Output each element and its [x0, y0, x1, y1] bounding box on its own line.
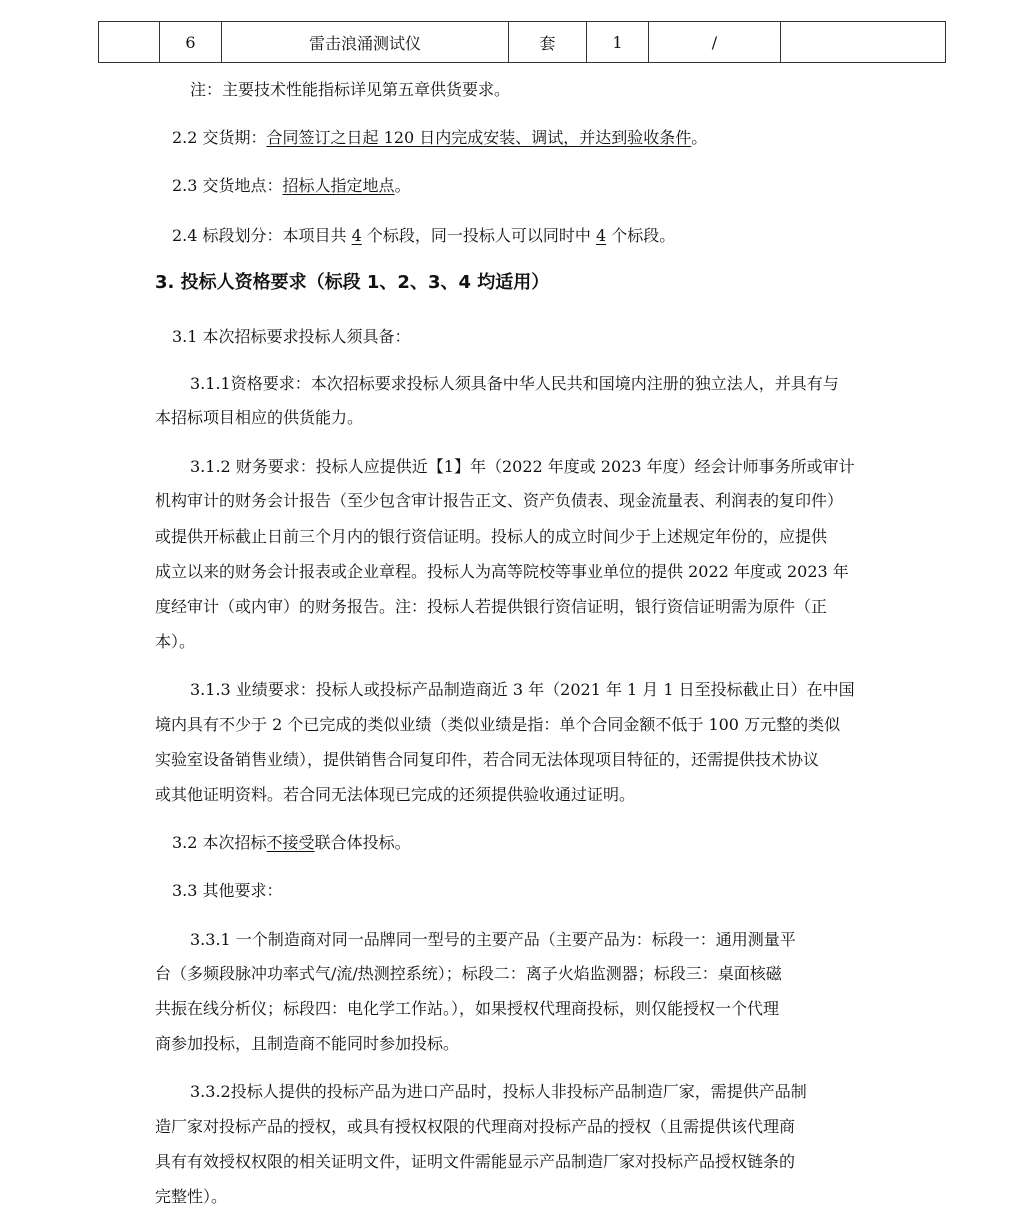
- table-cell-blank: [99, 22, 160, 63]
- delivery-location: [172, 175, 411, 197]
- table-cell-quantity: 1: [587, 22, 649, 63]
- delivery-period-value: 合同签订之日起 120 日内完成安装、调试，并达到验收条件: [266, 128, 692, 147]
- delivery-location-label: 2.3 交货地点：: [172, 176, 283, 195]
- s332-line: 具有有效授权权限的相关证明文件，证明文件需能显示产品制造厂家对投标产品授权链条的: [155, 1152, 796, 1171]
- s331-line: 3.3.1 一个制造商对同一品牌同一型号的主要产品（主要产品为：标段一：通用测量平: [190, 930, 796, 949]
- s313-line: 实验室设备销售业绩），提供销售合同复印件，若合同无法体现项目特征的，还需提供技术协议: [155, 750, 820, 769]
- lot-count: 4: [351, 226, 362, 245]
- s332-line: 完整性）。: [155, 1187, 228, 1206]
- s311-line: 本招标项目相应的供货能力。: [155, 408, 364, 427]
- lot-division: [172, 225, 675, 247]
- lot-text-1: 2.4 标段划分：本项目共: [172, 226, 352, 245]
- s312-line: 本）。: [155, 632, 196, 651]
- table-cell-remarks: [781, 22, 946, 63]
- s331-line: 共振在线分析仪；标段四：电化学工作站。），如果授权代理商投标，则仅能授权一个代理: [155, 999, 780, 1018]
- s32-part-1: 3.2 本次招标: [172, 833, 267, 852]
- lot-text-2: 个标段，同一投标人可以同时中: [361, 226, 596, 245]
- table-cell-index: 6: [160, 22, 222, 63]
- table-row: [99, 22, 946, 63]
- s32-underlined: 不接受: [266, 833, 315, 852]
- s32-part-2: 联合体投标。: [314, 833, 411, 852]
- delivery-period-label: 2.2 交货期：: [172, 128, 267, 147]
- s312-line: 3.1.2 财务要求：投标人应提供近【1】年（2022 年度或 2023 年度）经会计师事务所或审计: [190, 457, 855, 476]
- table-cell-item-name: 雷击浪涌测试仪: [222, 22, 509, 63]
- period-end: 。: [691, 128, 708, 147]
- s313-line: 境内具有不少于 2 个已完成的类似业绩（类似业绩是指：单个合同金额不低于 100 万元整的类似: [155, 715, 841, 734]
- delivery-location-value: 招标人指定地点: [282, 176, 395, 195]
- s311-line: 3.1.1资格要求：本次招标要求投标人须具备中华人民共和国境内注册的独立法人，并具有与: [190, 374, 839, 393]
- delivery-period: [172, 127, 707, 149]
- note-text: 注：主要技术性能指标详见第五章供货要求。: [190, 80, 511, 99]
- s313-line: 3.1.3 业绩要求：投标人或投标产品制造商近 3 年（2021 年 1 月 1 日至投标截止日）在中国: [190, 680, 855, 699]
- s31-text: 3.1 本次招标要求投标人须具备：: [172, 327, 411, 346]
- s332-line: 3.3.2投标人提供的投标产品为进口产品时，投标人非投标产品制造厂家，需提供产品制: [190, 1082, 807, 1101]
- lot-text-3: 个标段。: [606, 226, 676, 245]
- s332-line: 造厂家对投标产品的授权，或具有授权权限的代理商对投标产品的授权（且需提供该代理商: [155, 1117, 796, 1136]
- s312-line: 度经审计（或内审）的财务报告。注：投标人若提供银行资信证明，银行资信证明需为原件（正: [155, 597, 828, 616]
- s32-text: [172, 832, 411, 854]
- s312-line: 机构审计的财务会计报告（至少包含审计报告正文、资产负债表、现金流量表、利润表的复印件）: [155, 491, 844, 510]
- s313-line: 或其他证明资料。若合同无法体现已完成的还须提供验收通过证明。: [155, 785, 636, 804]
- s331-line: 商参加投标，且制造商不能同时参加投标。: [155, 1034, 460, 1053]
- s331-line: 台（多频段脉冲功率式气/流/热测控系统）；标段二：离子火焰监测器；标段三：桌面核磁: [155, 964, 782, 983]
- s312-line: 成立以来的财务会计报表或企业章程。投标人为高等院校等事业单位的提供 2022 年度或 2023 年: [155, 562, 849, 581]
- location-end: 。: [394, 176, 411, 195]
- equipment-table: [98, 21, 946, 63]
- s312-line: 或提供开标截止日前三个月内的银行资信证明。投标人的成立时间少于上述规定年份的，应提供: [155, 527, 828, 546]
- table-cell-slash: /: [649, 22, 781, 63]
- table-cell-unit: 套: [509, 22, 587, 63]
- section-heading: 3. 投标人资格要求（标段 1、2、3、4 均适用）: [155, 272, 550, 293]
- s33-text: 3.3 其他要求：: [172, 881, 283, 900]
- lot-win-count: 4: [596, 226, 607, 245]
